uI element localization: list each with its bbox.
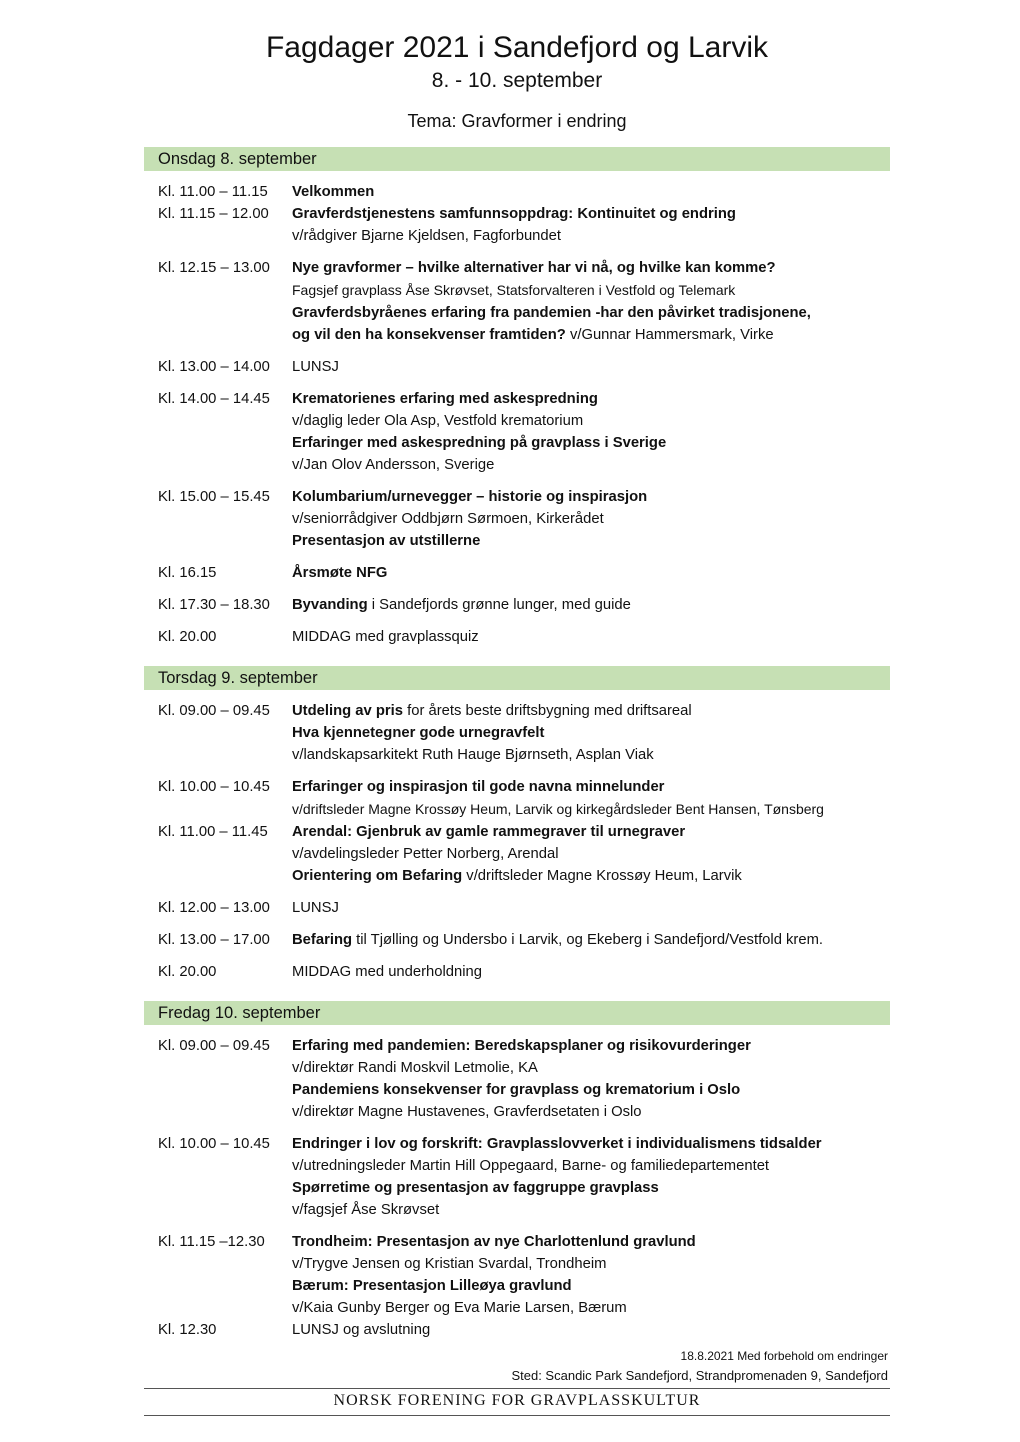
entry-body: [292, 1133, 890, 1221]
entry-detail-text: LUNSJ: [292, 900, 339, 916]
entry-body: [292, 181, 890, 203]
entry-detail-text: v/seniorrådgiver Oddbjørn Sørmoen, Kirkerådet: [292, 511, 604, 527]
entry-body: [292, 776, 890, 821]
schedule-entry: [144, 486, 890, 552]
schedule-entry: [144, 1231, 890, 1319]
entry-time: Kl. 16.15: [158, 565, 217, 581]
entry-body: [292, 356, 890, 378]
entry-detail-text: v/direktør Randi Moskvil Letmolie, KA: [292, 1060, 538, 1076]
entry-body: [292, 821, 890, 887]
entry-line: [292, 700, 890, 722]
entry-body: [292, 700, 890, 766]
schedule-entry: [144, 594, 890, 616]
entry-line: [292, 626, 890, 648]
entry-time: Kl. 12.30: [158, 1322, 217, 1338]
day-header: Torsdag 9. september: [144, 666, 890, 690]
entry-detail-text: LUNSJ og avslutning: [292, 1322, 431, 1338]
schedule-entry: [144, 1133, 890, 1221]
event-dates: 8. - 10. september: [431, 69, 603, 92]
entry-body: [292, 562, 890, 584]
entry-line: [292, 929, 890, 951]
entry-title-text: Erfaringer med askespredning på gravplass i Sverige: [292, 435, 667, 451]
entry-title-text: Erfaring med pandemien: Beredskapsplaner og risikovurderinger: [292, 1038, 751, 1054]
organization-name: NORSK FORENING FOR GRAVPLASSKULTUR: [333, 1392, 701, 1409]
entry-line: [292, 776, 890, 798]
entry-time: Kl. 11.00 – 11.15: [158, 184, 268, 200]
entry-line: [292, 1231, 890, 1253]
schedule-entry: [144, 897, 890, 919]
entry-time: Kl. 14.00 – 14.45: [158, 391, 270, 407]
entry-line: [292, 181, 890, 203]
entry-time: Kl. 13.00 – 14.00: [158, 359, 270, 375]
entry-title-text: Bærum: Presentasjon Lilleøya gravlund: [292, 1278, 572, 1294]
entry-title-text: Endringer i lov og forskrift: Gravplasslovverket i individualismens tidsalder: [292, 1136, 822, 1152]
entry-time: Kl. 20.00: [158, 964, 217, 980]
entry-body: [292, 203, 890, 247]
entry-body: [292, 1035, 890, 1123]
entry-time: Kl. 12.15 – 13.00: [158, 260, 270, 276]
footer-divider-top: [144, 1388, 890, 1389]
entry-line: [292, 1155, 890, 1177]
entry-line: [292, 722, 890, 744]
entry-time: Kl. 11.15 – 12.00: [158, 206, 269, 222]
entry-line: [292, 454, 890, 476]
schedule-entry: [144, 776, 890, 821]
entry-line: [292, 961, 890, 983]
entry-line: [292, 324, 890, 346]
entry-title-text: Kolumbarium/urnevegger – historie og inspirasjon: [292, 489, 648, 505]
schedule-entry: [144, 1319, 890, 1341]
entry-detail-text: v/driftsleder Magne Krossøy Heum, Larvik og kirkegårdsleder Bent Hansen, Tønsberg: [292, 801, 824, 817]
entry-line: [292, 1177, 890, 1199]
entry-body: [292, 388, 890, 476]
schedule-entry: [144, 203, 890, 247]
entry-detail-text: v/landskapsarkitekt Ruth Hauge Bjørnseth, Asplan Viak: [292, 747, 654, 763]
entry-detail-text: til Tjølling og Undersbo i Larvik, og Ekeberg i Sandefjord/Vestfold krem.: [352, 932, 824, 948]
entry-title-text: Gravferdsbyråenes erfaring fra pandemien -har den påvirket tradisjonene,: [292, 305, 811, 321]
entry-title-text: Trondheim: Presentasjon av nye Charlottenlund gravlund: [292, 1234, 696, 1250]
entry-detail-text: v/daglig leder Ola Asp, Vestfold krematorium: [292, 413, 584, 429]
entry-detail-text: v/direktør Magne Hustavenes, Gravferdsetaten i Oslo: [292, 1104, 642, 1120]
schedule-entry: [144, 356, 890, 378]
entry-time: Kl. 15.00 – 15.45: [158, 489, 270, 505]
entry-detail-text: MIDDAG med underholdning: [292, 964, 482, 980]
schedule-entry: [144, 181, 890, 203]
entry-time: Kl. 17.30 – 18.30: [158, 597, 270, 613]
entry-detail-text: v/rådgiver Bjarne Kjeldsen, Fagforbundet: [292, 228, 561, 244]
entry-time: Kl. 11.00 – 11.45: [158, 824, 268, 840]
entry-line: [292, 1199, 890, 1221]
entry-detail-text: v/avdelingsleder Petter Norberg, Arendal: [292, 846, 559, 862]
entry-body: [292, 1231, 890, 1319]
entry-line: [292, 530, 890, 552]
schedule-entry: [144, 821, 890, 887]
entry-line: [292, 302, 890, 324]
program-document: [144, 0, 890, 1341]
entry-title-text: Hva kjennetegner gode urnegravfelt: [292, 725, 545, 741]
entry-title-text: Pandemiens konsekvenser for gravplass og krematorium i Oslo: [292, 1082, 741, 1098]
entry-body: [292, 626, 890, 648]
entry-detail-text: v/Jan Olov Andersson, Sverige: [292, 457, 495, 473]
entry-title-text: Velkommen: [292, 184, 375, 200]
entry-detail-text: v/Gunnar Hammersmark, Virke: [565, 327, 774, 343]
schedule-entry: [144, 961, 890, 983]
entry-title-text: Årsmøte NFG: [292, 565, 388, 581]
entry-detail-text: i Sandefjords grønne lunger, med guide: [367, 597, 631, 613]
entry-body: [292, 897, 890, 919]
entry-time: Kl. 09.00 – 09.45: [158, 1038, 270, 1054]
entry-line: [292, 1297, 890, 1319]
entry-time: Kl. 09.00 – 09.45: [158, 703, 270, 719]
entry-line: [292, 486, 890, 508]
entry-line: [292, 432, 890, 454]
entry-line: [292, 798, 890, 821]
entry-title-text: Nye gravformer – hvilke alternativer har vi nå, og hvilke kan komme?: [292, 260, 776, 276]
schedule-entry: [144, 929, 890, 951]
entry-line: [292, 1101, 890, 1123]
entry-title-text: Orientering om Befaring: [292, 868, 463, 884]
entry-line: [292, 257, 890, 279]
entry-detail-text: v/fagsjef Åse Skrøvset: [292, 1202, 440, 1218]
entry-title-text: Befaring: [292, 932, 353, 948]
entry-time: Kl. 20.00: [158, 629, 217, 645]
entry-detail-text: Fagsjef gravplass Åse Skrøvset, Statsforvalteren i Vestfold og Telemark: [292, 282, 736, 298]
entry-line: [292, 1079, 890, 1101]
entry-body: [292, 486, 890, 552]
footer-place: Sted: Scandic Park Sandefjord, Strandpromenaden 9, Sandefjord: [511, 1368, 888, 1383]
entry-line: [292, 1133, 890, 1155]
entry-line: [292, 508, 890, 530]
entry-time: Kl. 12.00 – 13.00: [158, 900, 270, 916]
entry-line: [292, 562, 890, 584]
entry-line: [292, 410, 890, 432]
entry-line: [292, 225, 890, 247]
entry-title-text: Presentasjon av utstillerne: [292, 533, 481, 549]
entry-title-text: Arendal: Gjenbruk av gamle rammegraver til urnegraver: [292, 824, 686, 840]
footer-note: 18.8.2021 Med forbehold om endringer: [680, 1349, 888, 1363]
entry-body: [292, 594, 890, 616]
entry-detail-text: v/driftsleder Magne Krossøy Heum, Larvik: [462, 868, 742, 884]
entry-line: [292, 744, 890, 766]
entry-detail-text: for årets beste driftsbygning med driftsareal: [403, 703, 692, 719]
entry-line: [292, 594, 890, 616]
entry-line: [292, 897, 890, 919]
entry-body: [292, 257, 890, 346]
entry-title-text: Gravferdstjenestens samfunnsoppdrag: Kontinuitet og endring: [292, 206, 736, 222]
day-header: Fredag 10. september: [144, 1001, 890, 1025]
entry-body: [292, 929, 890, 951]
entry-line: [292, 279, 890, 302]
schedule-entry: [144, 562, 890, 584]
entry-line: [292, 1057, 890, 1079]
entry-line: [292, 1275, 890, 1297]
entry-time: Kl. 13.00 – 17.00: [158, 932, 270, 948]
entry-title-text: Krematorienes erfaring med askespredning: [292, 391, 598, 407]
day-header: Onsdag 8. september: [144, 147, 890, 171]
entry-line: [292, 1253, 890, 1275]
entry-detail-text: v/Trygve Jensen og Kristian Svardal, Trondheim: [292, 1256, 607, 1272]
entry-line: [292, 821, 890, 843]
entry-line: [292, 1035, 890, 1057]
entry-time: Kl. 10.00 – 10.45: [158, 1136, 270, 1152]
entry-time: Kl. 10.00 – 10.45: [158, 779, 270, 795]
entry-line: [292, 865, 890, 887]
schedule-entry: [144, 700, 890, 766]
entry-detail-text: LUNSJ: [292, 359, 339, 375]
entry-time: Kl. 11.15 –12.30: [158, 1234, 265, 1250]
entry-detail-text: v/utredningsleder Martin Hill Oppegaard, Barne- og familiedepartementet: [292, 1158, 770, 1174]
entry-title-text: og vil den ha konsekvenser framtiden?: [292, 327, 566, 343]
entry-detail-text: MIDDAG med gravplassquiz: [292, 629, 479, 645]
schedule-entry: [144, 626, 890, 648]
entry-line: [292, 1319, 890, 1341]
schedule-entry: [144, 388, 890, 476]
entry-line: [292, 203, 890, 225]
entry-line: [292, 356, 890, 378]
schedule: [144, 147, 890, 1341]
entry-body: [292, 1319, 890, 1341]
schedule-entry: [144, 1035, 890, 1123]
page-title: Fagdager 2021 i Sandefjord og Larvik: [265, 31, 768, 64]
entry-line: [292, 388, 890, 410]
entry-title-text: Spørretime og presentasjon av faggruppe gravplass: [292, 1180, 659, 1196]
event-theme: Tema: Gravformer i endring: [407, 111, 627, 131]
entry-line: [292, 843, 890, 865]
entry-title-text: Erfaringer og inspirasjon til gode navna minnelunder: [292, 779, 665, 795]
schedule-entry: [144, 257, 890, 346]
entry-detail-text: v/Kaia Gunby Berger og Eva Marie Larsen, Bærum: [292, 1300, 627, 1316]
entry-title-text: Byvanding: [292, 597, 368, 613]
entry-title-text: Utdeling av pris: [292, 703, 403, 719]
footer-divider-bottom: [144, 1415, 890, 1416]
entry-body: [292, 961, 890, 983]
